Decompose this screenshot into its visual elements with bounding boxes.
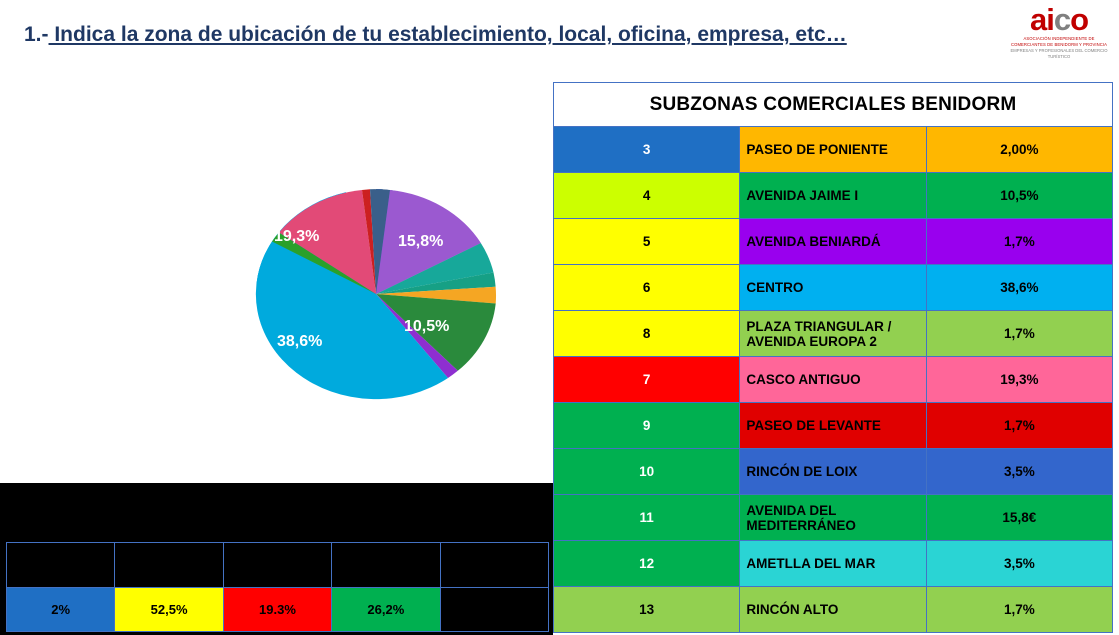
row-zone-name: AVENIDA DEL MEDITERRÁNEO [740, 495, 926, 541]
logo-subtitle-2: EMPRESAS Y PROFESIONALES DEL COMERCIO TURÍSTICO [1010, 48, 1108, 59]
table-row [554, 357, 1113, 403]
summary-header-cell-5 [440, 543, 548, 588]
logo-letter-i: i [1046, 2, 1054, 37]
logo-letter-a: a [1029, 2, 1047, 37]
summary-table-value-row [7, 587, 549, 632]
row-zone-name: RINCÓN ALTO [740, 587, 926, 633]
table-row [554, 127, 1113, 173]
subzones-table-title: SUBZONAS COMERCIALES BENIDORM [554, 83, 1113, 127]
summary-value-2: 52,5% [115, 587, 223, 632]
row-zone-name: RINCÓN DE LOIX [740, 449, 926, 495]
logo-mark [1007, 4, 1111, 36]
row-number: 9 [554, 403, 740, 449]
subzones-table-title-row [554, 83, 1113, 127]
question-text: Indica la zona de ubicación de tu establecimiento, local, oficina, empresa, etc… [48, 23, 847, 46]
row-number: 3 [554, 127, 740, 173]
row-zone-name: CENTRO [740, 265, 926, 311]
row-number: 12 [554, 541, 740, 587]
row-percentage: 38,6% [926, 265, 1112, 311]
table-row [554, 173, 1113, 219]
summary-header-cell-1 [7, 543, 115, 588]
row-zone-name: AVENIDA BENIARDÁ [740, 219, 926, 265]
row-number: 5 [554, 219, 740, 265]
row-number: 4 [554, 173, 740, 219]
table-row [554, 541, 1113, 587]
pie-chart-panel [0, 84, 548, 483]
table-row [554, 311, 1113, 357]
row-percentage: 1,7% [926, 311, 1112, 357]
table-row [554, 403, 1113, 449]
row-percentage: 15,8€ [926, 495, 1112, 541]
logo-subtitle-1: ASOCIACIÓN INDEPENDIENTE DE COMERCIANTES DE BENIDORM Y PROVINCIA [1010, 36, 1108, 47]
row-number: 6 [554, 265, 740, 311]
row-percentage: 19,3% [926, 357, 1112, 403]
question-number: 1.- [24, 23, 49, 46]
row-zone-name: PLAZA TRIANGULAR / AVENIDA EUROPA 2 [740, 311, 926, 357]
row-zone-name: AVENIDA JAIME I [740, 173, 926, 219]
row-percentage: 3,5% [926, 541, 1112, 587]
table-row [554, 265, 1113, 311]
row-number: 10 [554, 449, 740, 495]
row-zone-name: CASCO ANTIGUO [740, 357, 926, 403]
table-row [554, 449, 1113, 495]
row-percentage: 1,7% [926, 219, 1112, 265]
summary-header-cell-2 [115, 543, 223, 588]
summary-value-1: 2% [7, 587, 115, 632]
row-number: 11 [554, 495, 740, 541]
pie-chart-svg [232, 168, 520, 420]
aico-logo [1007, 4, 1111, 66]
row-percentage: 2,00% [926, 127, 1112, 173]
pie-label-19-3: 19,3% [274, 228, 320, 245]
page-title [24, 18, 904, 52]
row-percentage: 1,7% [926, 587, 1112, 633]
summary-value-3: 19.3% [223, 587, 331, 632]
subzones-table [553, 82, 1113, 633]
logo-letter-o: o [1070, 2, 1089, 37]
row-number: 13 [554, 587, 740, 633]
summary-header-cell-4 [332, 543, 440, 588]
table-row [554, 587, 1113, 633]
row-zone-name: PASEO DE PONIENTE [740, 127, 926, 173]
pie-label-10-5: 10,5% [404, 318, 450, 335]
pie-label-15-8: 15,8% [398, 233, 444, 250]
subzones-table-body [554, 83, 1113, 633]
row-percentage: 1,7% [926, 403, 1112, 449]
row-zone-name: AMETLLA DEL MAR [740, 541, 926, 587]
pie-label-38-6: 38,6% [277, 333, 323, 350]
table-row [554, 495, 1113, 541]
summary-header-cell-3 [223, 543, 331, 588]
summary-value-4: 26,2% [332, 587, 440, 632]
table-row [554, 219, 1113, 265]
summary-table-header-row [7, 543, 549, 588]
row-percentage: 10,5% [926, 173, 1112, 219]
row-number: 7 [554, 357, 740, 403]
row-number: 8 [554, 311, 740, 357]
summary-value-5 [440, 587, 548, 632]
pie-chart [232, 168, 520, 420]
logo-letter-c: c [1053, 2, 1071, 37]
row-zone-name: PASEO DE LEVANTE [740, 403, 926, 449]
row-percentage: 3,5% [926, 449, 1112, 495]
summary-table [6, 542, 549, 632]
